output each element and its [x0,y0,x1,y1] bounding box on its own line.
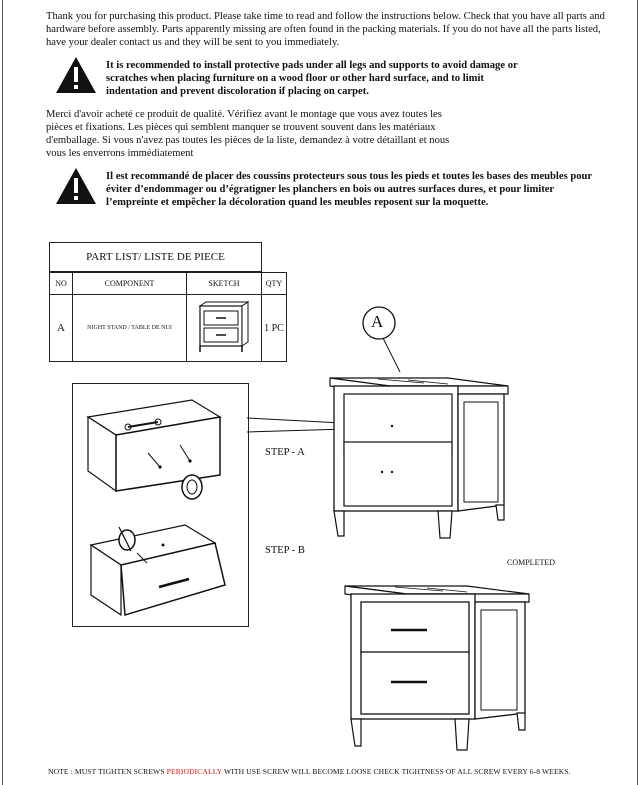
warning-fr-line: l’empreinte et empêcher la décoloration quand les meubles reposent sur la moquette. [106,197,489,208]
row-component: NIGHT STAND / TABLE DE NUI [73,295,187,362]
header-component: COMPONENT [73,273,187,295]
header-qty: QTY [262,273,287,295]
intro-en-line: hardware before assembly. Parts apparently missing are often found in the packing materials. If you do not have all the parts listed, [46,24,601,35]
step-b-label: STEP - B [265,545,305,556]
intro-en-line: have your dealer contact us and they will be sent to you immediately. [46,37,340,48]
intro-fr-line: Merci d'avoir acheté ce produit de qualité. Vérifiez avant le montage que vous avez toutes les [46,109,442,120]
note-text: NOTE : MUST TIGHTEN SCREWS [48,767,167,776]
note-text-end: WITH USE SCREW WILL BECOME LOOSE CHECK TIGHTNESS OF ALL SCREW EVERY 6-8 WEEKS. [222,767,571,776]
nightstand-completed-illustration [343,578,533,753]
note-highlight: PERIODICALLY [166,767,223,776]
warning-en-line: scratches when placing furniture on a wood floor or other hard surface, and to limit [106,73,484,84]
header-no: NO [50,273,73,295]
warning-fr-line: Il est recommandé de placer des coussins protecteurs sous tous les pieds et toutes les bases des meubles pour [106,171,593,182]
step-a-label: STEP - A [265,447,305,458]
intro-fr-line: pièces et fixations. Les pièces qui semblent manquer se trouvent souvent dans les matériaux [46,122,436,133]
intro-fr-line: vous les enverrons immédiatement [46,148,194,159]
completed-label: COMPLETED [507,558,555,567]
part-list-title: PART LIST/ LISTE DE PIECE [49,242,262,272]
warning-en-line: It is recommended to install protective pads under all legs and supports to avoid damage or [106,60,518,71]
row-qty: 1 PC [262,295,287,362]
intro-fr-line: d'emballage. Si vous n'avez pas toutes les pièces de la liste, demandez à votre détaillant et nous [46,135,450,146]
row-no: A [50,295,73,362]
nightstand-step-illustration [328,370,513,540]
part-a-label: A [371,312,384,331]
header-sketch: SKETCH [187,273,262,295]
warning-fr-line: éviter d’endommager ou d’égratigner les planchers en bois ou autres surfaces dures, et pour limiter [106,184,555,195]
intro-en-line: Thank you for purchasing this product. Please take time to read and follow the instructions below. Check that you have all parts and [46,11,605,22]
warning-en-line: indentation and prevent discoloration if placing on carpet. [106,86,369,97]
maintenance-note [48,767,571,776]
